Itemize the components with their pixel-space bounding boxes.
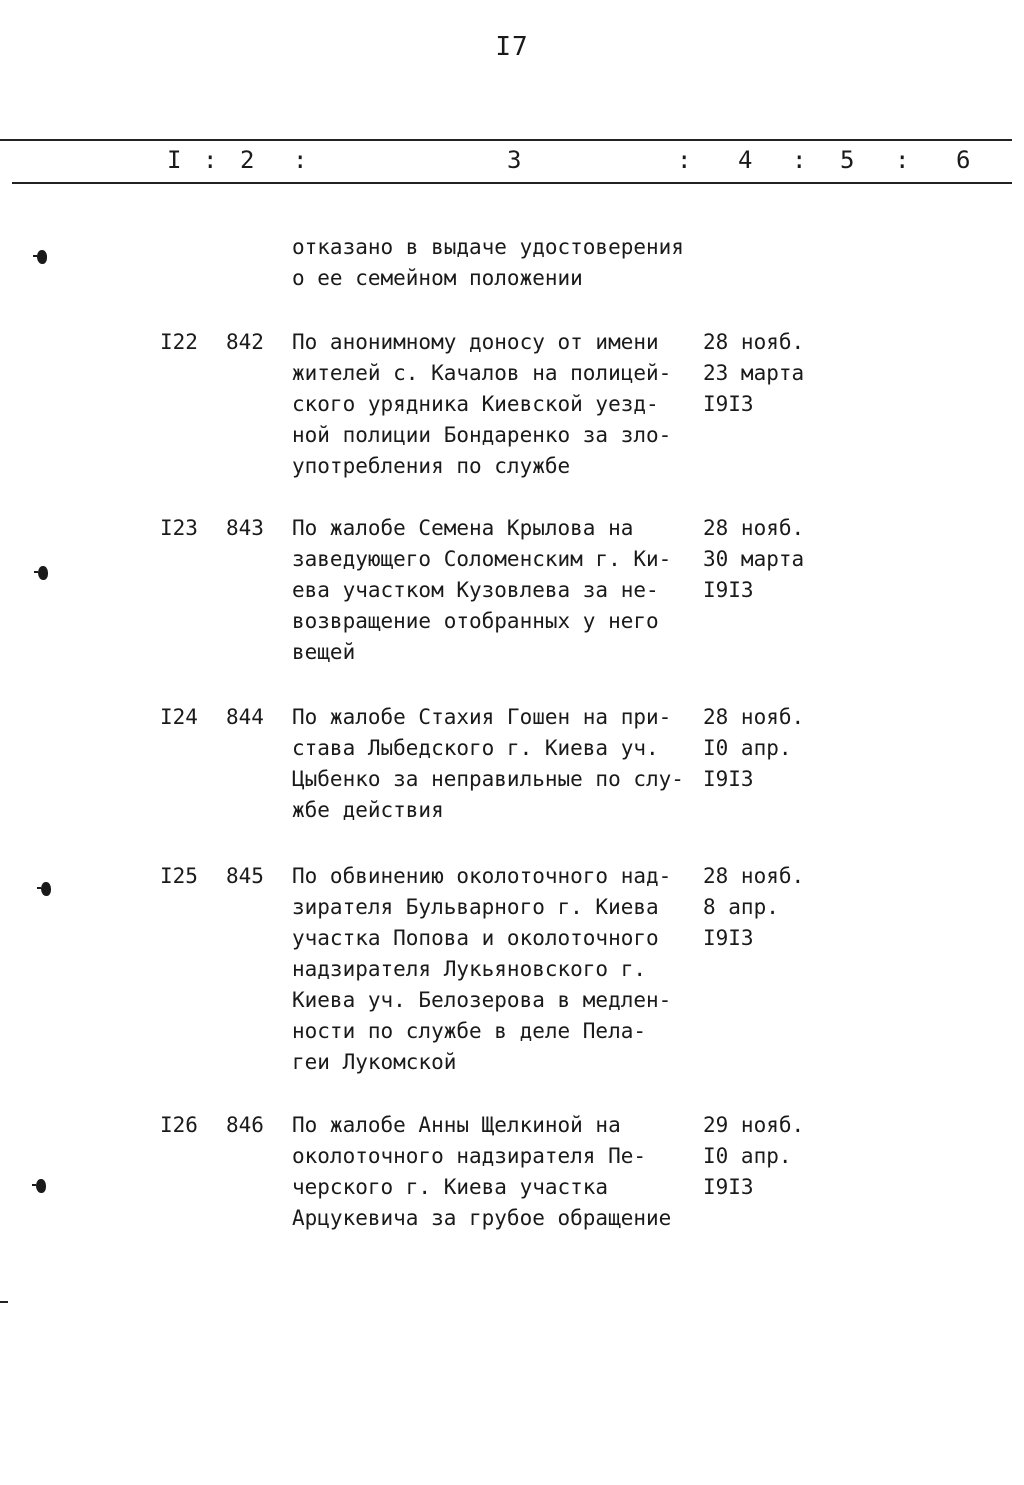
description-line: По жалобе Семена Крылова на <box>292 516 634 540</box>
description-line: заведующего Соломенским г. Ки- <box>292 547 672 571</box>
entry-dates <box>703 702 823 795</box>
column-header-row <box>0 146 1024 178</box>
column-header-5: 5 <box>840 146 855 174</box>
description-line: вещей <box>292 640 356 664</box>
entry-description <box>292 861 692 1078</box>
date-line: 29 нояб. <box>703 1113 805 1137</box>
entry-number: I22 <box>160 330 198 354</box>
description-line: Арцукевича за грубое обращение <box>292 1206 672 1230</box>
description-line: По обвинению околоточного над- <box>292 864 672 888</box>
description-line: ности по службе в деле Пела- <box>292 1019 647 1043</box>
date-line: 30 марта <box>703 547 805 571</box>
entry-dates <box>703 327 823 420</box>
description-line: ского урядника Киевской уезд- <box>292 392 659 416</box>
column-header-1: I <box>167 146 182 174</box>
column-header-2: 2 <box>240 146 255 174</box>
entry-number: I26 <box>160 1113 198 1137</box>
column-separator: : <box>895 146 910 174</box>
file-number: 843 <box>226 516 264 540</box>
header-bottom-rule <box>12 182 1012 184</box>
description-line: Цыбенко за неправильные по слу- <box>292 767 684 791</box>
description-line: надзирателя Лукьяновского г. <box>292 957 647 981</box>
date-line: I0 апр. <box>703 1144 792 1168</box>
column-header-3: 3 <box>507 146 522 174</box>
description-line: става Лыбедского г. Киева уч. <box>292 736 659 760</box>
description-line: По жалобе Анны Щелкиной на <box>292 1113 621 1137</box>
date-line: I9I3 <box>703 767 754 791</box>
entry-description <box>292 232 692 294</box>
punch-hole-mark <box>36 1179 46 1193</box>
date-line: 28 нояб. <box>703 516 805 540</box>
entry-description <box>292 327 692 482</box>
file-number: 844 <box>226 705 264 729</box>
entry-description <box>292 1110 692 1234</box>
description-line: геи Лукомской <box>292 1050 457 1074</box>
date-line: 28 нояб. <box>703 705 805 729</box>
description-line: околоточного надзирателя Пе- <box>292 1144 647 1168</box>
entry-description <box>292 513 692 668</box>
date-line: I9I3 <box>703 578 754 602</box>
description-line: ной полиции Бондаренко за зло- <box>292 423 672 447</box>
description-line: ева участком Кузовлева за не- <box>292 578 659 602</box>
entry-description <box>292 702 692 826</box>
description-line: жбе действия <box>292 798 444 822</box>
entry-number: I25 <box>160 864 198 888</box>
description-line: По жалобе Стахия Гошен на при- <box>292 705 672 729</box>
date-line: I9I3 <box>703 926 754 950</box>
column-separator: : <box>203 146 218 174</box>
entry-number: I23 <box>160 516 198 540</box>
column-separator: : <box>677 146 692 174</box>
date-line: 8 апр. <box>703 895 779 919</box>
description-line: возвращение отобранных у него <box>292 609 659 633</box>
file-number: 846 <box>226 1113 264 1137</box>
entry-dates <box>703 861 823 954</box>
description-line: Киева уч. Белозерова в медлен- <box>292 988 672 1012</box>
column-header-4: 4 <box>738 146 753 174</box>
description-line: По анонимному доносу от имени <box>292 330 659 354</box>
description-line: о ее семейном положении <box>292 266 583 290</box>
entry-dates <box>703 513 823 606</box>
column-separator: : <box>293 146 308 174</box>
column-separator: : <box>792 146 807 174</box>
column-header-6: 6 <box>956 146 971 174</box>
description-line: отказано в выдаче удостоверения <box>292 235 684 259</box>
header-top-rule <box>0 139 1012 141</box>
entry-dates <box>703 1110 823 1203</box>
file-number: 842 <box>226 330 264 354</box>
description-line: участка Попова и околоточного <box>292 926 659 950</box>
date-line: I9I3 <box>703 392 754 416</box>
date-line: 23 марта <box>703 361 805 385</box>
description-line: жителей с. Качалов на полицей- <box>292 361 672 385</box>
date-line: 28 нояб. <box>703 330 805 354</box>
date-line: I9I3 <box>703 1175 754 1199</box>
description-line: употребления по службе <box>292 454 571 478</box>
date-line: I0 апр. <box>703 736 792 760</box>
file-number: 845 <box>226 864 264 888</box>
punch-hole-mark <box>37 250 47 264</box>
punch-hole-mark <box>41 882 51 896</box>
page-number: I7 <box>495 32 529 62</box>
date-line: 28 нояб. <box>703 864 805 888</box>
description-line: черского г. Киева участка <box>292 1175 609 1199</box>
entry-number: I24 <box>160 705 198 729</box>
margin-mark <box>0 1301 8 1303</box>
description-line: зирателя Бульварного г. Киева <box>292 895 659 919</box>
punch-hole-mark <box>38 566 48 580</box>
